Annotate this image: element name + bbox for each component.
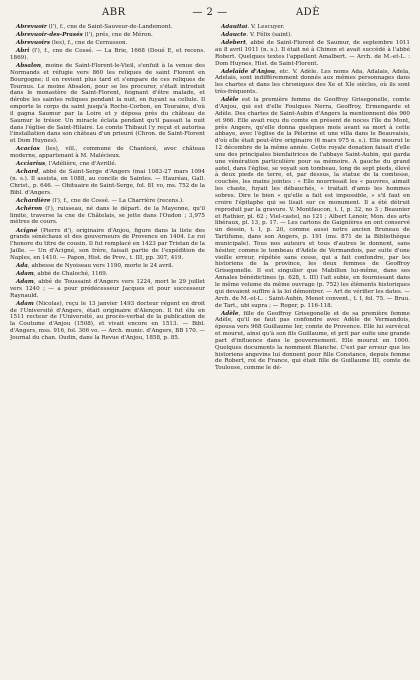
entry-headword: Achéron: [16, 205, 43, 212]
entry-text: est la première femme de Geoffroy Grisegonelle, comte d'Anjou, qui est d'elle Foulques Nerra, Geoffroy, Ermengarde et Adèle. Des chartes de Saint-Aubin d'Angers la mentionnent dès 960 et 966. Elle avait reçu du comte en présent de noces l'île du Mont, près Angers, qu'elle donna quelques mois avant sa mort à cette abbaye, avec l'église de la Pèlerine et une villa dans le Beauvaisis, d'où elle était peut-être originaire (6 mars 975 n. s.). Elle mourut le 12 décembre de la même année. Cette royale donation faisait d'elle une des principales bienfaitrices de l'abbaye Saint-Aubin, qui garda une vénération particulière pour sa mémoire. A gauche du grand autel, dans l'église, se voyait son tombeau, long de sept pieds, élevé à deux pieds de terre, et, par dessus, la statue de la comtesse, couchée, les mains jointes : « Elle nourrissait les « pauvres, aimait les chaste, fuyait les débauchés, « traitait d'amis les hommes sobres. Dire le bien « qu'elle a fait est impossible, » s'il faut en croire l'épitaphe qui se lisait sur ce monument. Il a été détruit reproduit par la gravure. V. Montfaucon, t. I, p. 32, no 3 ; Beaunier et Rathier, pl. 62 ; Viel-castel, no 121 ; Albert Lenoir, Mon. des arts libéraux, pl. 13, p. 17. — Les cartons de Gaignières en ont conservé un dessin, t. I, p. 20, comme aussi notre ancien Bruneau de Tartifume, dans son Angers, p. 191 (ms. 871 de la Bibliothèque municipale). Tous nos auteurs et tous d'autres le donnent, sans hésiter, comme le tombeau d'Adèle de Vermandois, par suite d'une vieille erreur, répétée sans cesse, qui a fait confondre, par les historiens de la province, les deux femmes de Geoffroy Grisegonelle. Il est singulier que Mabillon lui-même, dans ses Annales bénédictines (p. 628, t. III) l'ait subie, en fournissant dans le même volume du même ouvrage (p. 752) les éléments historiques qui devaient suffire à la loi démontrer. — Art de vérifier les dates. — Arch. de M.-et-L. : Saint-Aubin, Menot convent., t. I, fol. 75. — Bruu. de Tart., ubi supra ; — Roger, p. 116-118.: [215, 97, 410, 309]
entry-headword: Ada: [16, 262, 28, 269]
dictionary-entry: [10, 40, 205, 47]
entry-headword: Acacias: [16, 146, 40, 153]
dictionary-entry: [10, 271, 205, 278]
entry-headword: Adelaïde d'Anjou: [221, 68, 275, 75]
dictionary-entry: [10, 32, 205, 39]
entry-text: , abbé de Saint-Florent de Saumur, de septembre 1011 au 8 avril 1011 (n. s.). Il était né à Chinon et avait succédé à l'abbé Robert. Quelques textes l'appellent Amalbert. — Arch. de M.-et-L. : Dom Huynes, Hist. de Saint-Florent.: [215, 40, 410, 67]
dictionary-entry: [10, 198, 205, 205]
entry-headword: Abrevuoir-des-Prasés: [16, 32, 83, 39]
entry-headword: Abri: [16, 48, 30, 55]
dictionary-entry: [10, 301, 205, 342]
dictionary-entry: [10, 228, 205, 262]
entry-text: , fille de Geoffroy Grisegonelle et de sa première femme Adèle, qu'il ne faut pas confondre avec Adèle de Vermandois, épousa vers 968 Guillaume Ier, comte de Provence. Elle lui survécut et mourut, ainsi qu'à son fils Guillaume, et prit par suite une grande part d'influence dans le gouvernement. Elle mourut en 1000. Quelques documents la nomment Blanche. C'est par erreur que les historiens angevins lui donnent pour fille Constance, depuis femme de Robert, roi de France, qui était fille de Guillaume III, comte de Toulouse, comme le dé-: [215, 310, 410, 372]
entry-text: (l'), f., cne de Saint-Sauveur-de-Landemont.: [46, 24, 173, 30]
entry-text: (les), vill., commune de Chantocé, avec château moderne, appartenant à M. Malécieux.: [10, 146, 205, 160]
entry-text: , abbé de Chaloché, 1169.: [33, 270, 108, 277]
entry-headword: Adaultai: [221, 24, 248, 30]
dictionary-entry: [10, 263, 205, 270]
entry-headword: Achard: [16, 169, 39, 176]
entry-text: (les), f., cne de Cernusson.: [50, 40, 128, 47]
entry-headword: Acciarius: [16, 161, 46, 168]
dictionary-entry: [10, 48, 205, 62]
entry-text: , abbesse de Nyoiseau vers 1190, morte le 24 avril.: [27, 262, 174, 269]
page-number: — 2 —: [192, 7, 228, 18]
entry-headword: Adebert: [221, 40, 246, 47]
entry-headword: Adèle: [221, 97, 239, 104]
entry-headword: Adam: [16, 270, 34, 277]
right-column: [215, 24, 410, 674]
dictionary-entry: [10, 63, 205, 145]
entry-text: (Pierre d'), originaire d'Anjou, figure dans la liste des grands sénéchaux et des gouverneurs de Provence en 1404. Le roi l'honore du titre de cousin. Il fut remplacé en 1423 par Tristan de la Jaille. — Un d'Acigné, son frère, faisait partie de l'expédition de Naples, en 1410. — Papon, Hist. de Prov., t. III, pp. 307, 419.: [10, 227, 205, 261]
text-columns: [10, 24, 410, 674]
entry-text: (l'), ruisseau, né dans le départ. de la Mayenne, qu'il limite, traverse la cne de Châtelais, se jette dans l'Oudon ; 3,975 mètres de cours.: [10, 205, 205, 226]
entry-headword: Abrevuoir: [16, 24, 47, 30]
dictionary-entry: [10, 146, 205, 160]
dictionary-entry: [10, 206, 205, 227]
entry-text: , etc. V. Adèle. Les noms Ada, Adalais, Adela, Adelais, sont indifféremment donnés aux mêmes personnages dans les chartes et dans les chroniques des Xe et XIe siècles, où ils sont très-fréquents.: [215, 68, 410, 96]
entry-headword: Absalon: [16, 62, 41, 69]
entry-text: . V. Lescuyer.: [247, 24, 285, 30]
header-right-guideword: ADÈ: [295, 7, 320, 18]
dictionary-entry: [215, 24, 410, 31]
entry-text: , abbé de Toussaint d'Angers vers 1224, mort le 29 juillet vers 1240 ; — a pour prédécesseur Jacques et pour successeur Raynauld.: [10, 278, 205, 299]
dictionary-entry: [10, 169, 205, 196]
entry-headword: Acigné: [16, 227, 38, 234]
entry-text: . V. Félix (saint).: [246, 32, 293, 39]
entry-text: (l'), prés, cne de Méron.: [82, 32, 153, 39]
entry-text: (l'), f., cne de Cossé. — La Brie, 1668 (Doué E, et recens. 1869).: [10, 48, 205, 61]
dictionary-entry: [215, 97, 410, 309]
dictionary-entry: [215, 311, 410, 373]
dictionary-entry: [215, 32, 410, 39]
entry-headword: Adam: [16, 278, 34, 285]
left-column: [10, 24, 205, 674]
dictionary-entry: [10, 279, 205, 300]
entry-text: , abbé de Saint-Serge d'Angers (mai 1083-27 mars 1094 (n. s.). Il assista, en 1088, au concile de Saintes. — Hauréau, Gall. Christ., p. 646. — Obituaire de Saint-Serge, fol. 81 vo, ms. 752 de la Bibl. d'Angers.: [10, 169, 205, 196]
entry-text: (Nicolas), reçu le 13 janvier 1493 docteur régent en droit de l'Université d'Angers, était originaire d'Alençon. Il fut élu en 1511 recteur de l'Université, au procès-verbal de la publication de la Coutume d'Anjou (1508), et vivait encore en 1513. — Bibl. d'Angers, mss. 916, fol. 306 vo. — Arch. munic. d'Angers, BB 170. — Journal du chan. Oudin, dans la Revue d'Anjou, 1858, p. 85.: [10, 300, 205, 341]
entry-headword: Abrevuoirs: [16, 40, 51, 47]
entry-headword: Adèle: [221, 310, 239, 317]
entry-text: (l'), f., cne de Cossé. — La Charrière (recens.).: [50, 197, 184, 204]
dictionary-entry: [10, 161, 205, 168]
entry-text: , moine de Saint-Florent-le-Vieil, s'enfuit à la venue des Normands et réfugie vers 860 les reliques de saint Florent en Bourgogne; il en revient plus tard et s'empare de ces reliques de Tournus. Le moine Absalon, pour se les procurer, s'était introduit dans le monastère de Saint-Florent, feignant d'être malade, et dérobe les saintes reliques pendant la nuit, en fuyant sa cellule. Il emporte le corps du saint jusqu'à Roche-Corbon, en Touraine, d'où il gagna Saumur par la Loire et y déposa près du château de Saumur le trésor. Un miracle éclata pendant qu'il passait la nuit dans l'église de Saint-Hilaire. Le comte Thibaut l'y reçut et autorisa l'installation dans son château d'un prieuré (Chron. de Saint-Florent et Dom Huynes).: [10, 62, 205, 145]
dictionary-entry: [215, 69, 410, 96]
running-header: [10, 6, 410, 20]
entry-headword: Adaucte: [221, 32, 247, 39]
dictionary-entry: [10, 24, 205, 31]
entry-headword: Adam: [16, 300, 34, 307]
entry-text: , l'Adélière, cne d'Avrillé.: [45, 161, 117, 168]
entry-headword: Achardière: [16, 197, 51, 204]
dictionary-entry: [215, 40, 410, 67]
header-left-guideword: ABR: [102, 7, 126, 18]
